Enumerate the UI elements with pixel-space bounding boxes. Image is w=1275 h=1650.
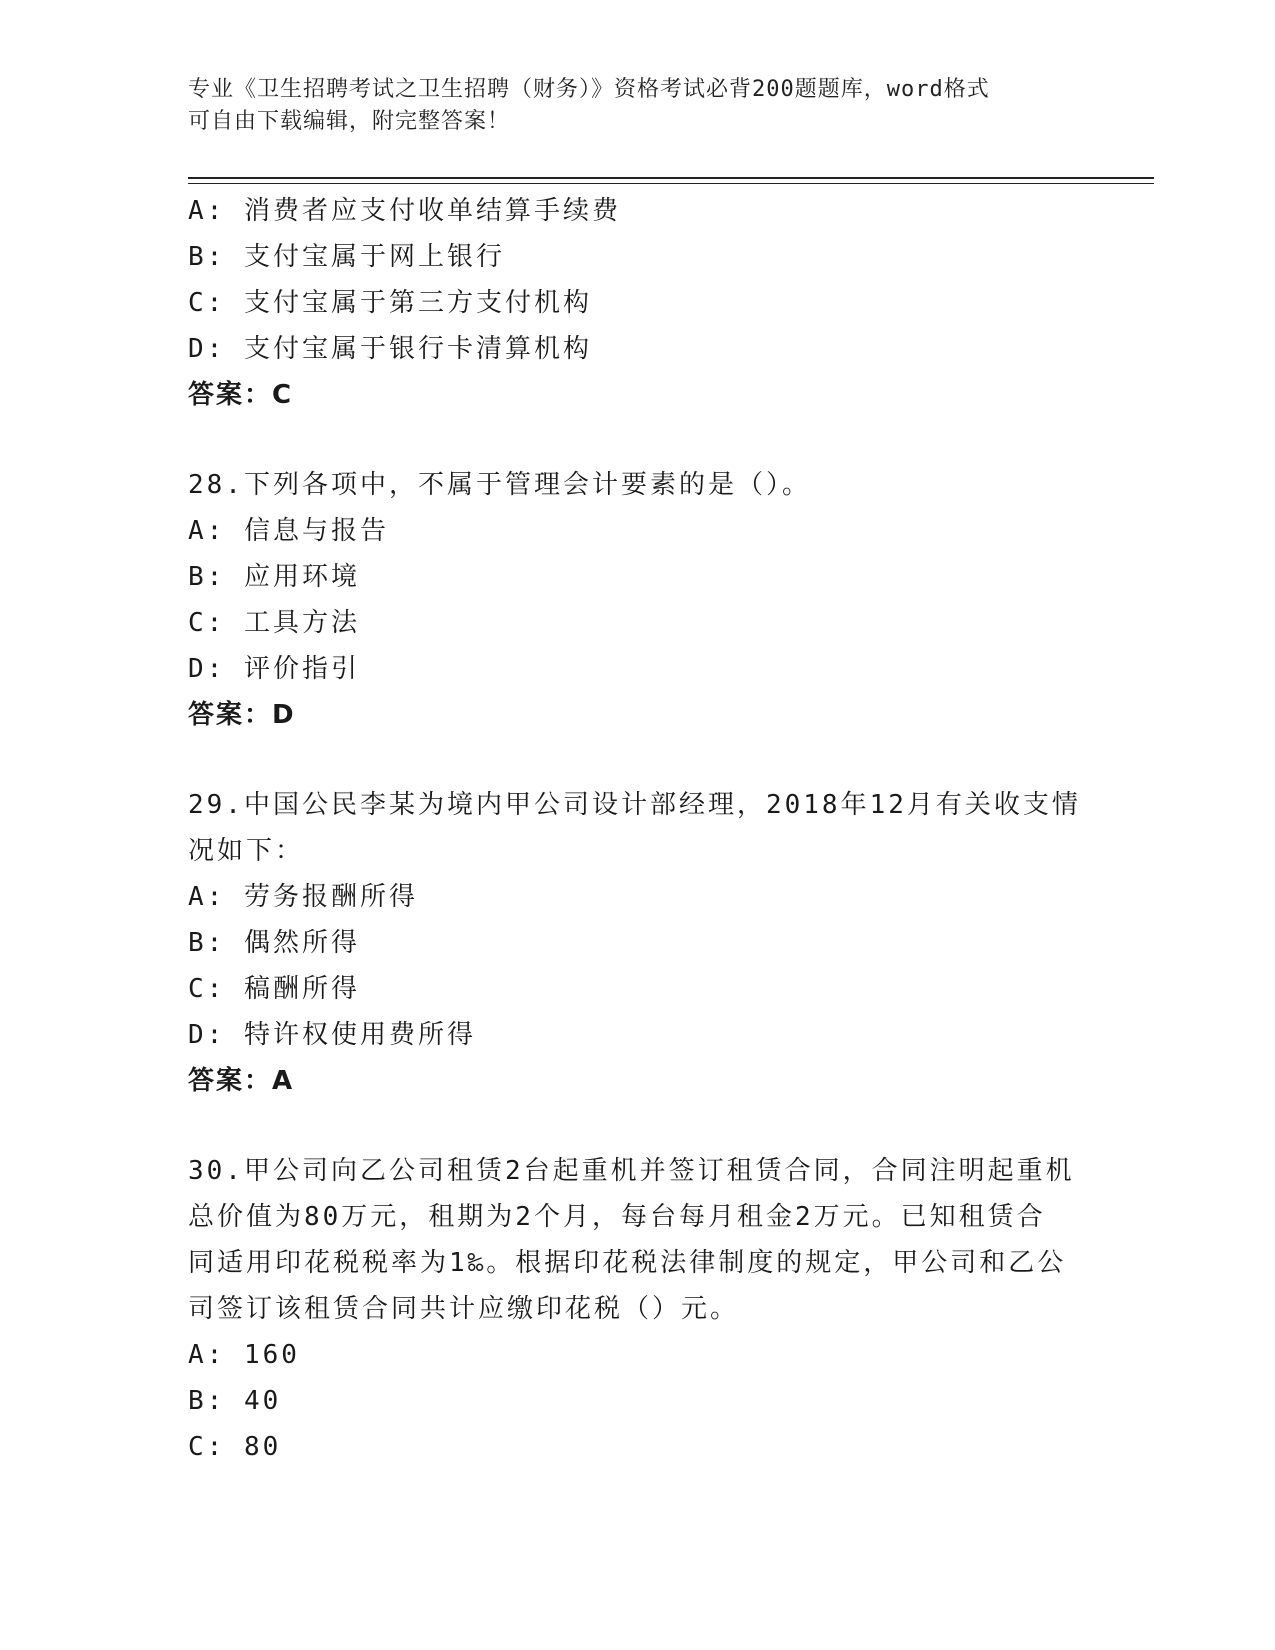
question-28 xyxy=(188,462,1088,738)
header-title-line-1: 专业《卫生招聘考试之卫生招聘（财务）》资格考试必背200题题库，word格式 xyxy=(188,77,990,102)
option-d: D: 特许权使用费所得 xyxy=(188,1020,476,1050)
option-c: C: 工具方法 xyxy=(188,608,360,638)
question-30 xyxy=(188,1148,1088,1470)
question-stem: 况如下： xyxy=(188,836,305,866)
spacer xyxy=(188,738,1088,782)
option-c: C: 支付宝属于第三方支付机构 xyxy=(188,288,592,318)
option-b: B: 40 xyxy=(188,1386,282,1416)
question-stem: 同适用印花税税率为1‰。根据印花税法律制度的规定，甲公司和乙公 xyxy=(188,1248,1067,1278)
option-b: B: 应用环境 xyxy=(188,562,360,592)
option-a: A: 劳务报酬所得 xyxy=(188,882,418,912)
header-divider-thick xyxy=(188,177,1154,179)
option-a: A: 信息与报告 xyxy=(188,516,389,546)
option-d: D: 支付宝属于银行卡清算机构 xyxy=(188,334,592,364)
question-stem: 29.中国公民李某为境内甲公司设计部经理，2018年12月有关收支情 xyxy=(188,790,1081,820)
answer-line: 答案：D xyxy=(188,700,296,730)
option-a: A: 消费者应支付收单结算手续费 xyxy=(188,196,621,226)
option-c: C: 稿酬所得 xyxy=(188,974,360,1004)
option-d: D: 评价指引 xyxy=(188,654,360,684)
header-divider-thin xyxy=(188,183,1154,184)
question-29 xyxy=(188,782,1088,1104)
question-stem: 28.下列各项中，不属于管理会计要素的是（）。 xyxy=(188,470,811,500)
question-stem: 30.甲公司向乙公司租赁2台起重机并签订租赁合同，合同注明起重机 xyxy=(188,1156,1075,1186)
option-b: B: 支付宝属于网上银行 xyxy=(188,242,505,272)
question-list xyxy=(188,188,1088,1470)
spacer xyxy=(188,418,1088,462)
answer-line: 答案：A xyxy=(188,1066,295,1096)
option-b: B: 偶然所得 xyxy=(188,928,360,958)
spacer xyxy=(188,1104,1088,1148)
option-a: A: 160 xyxy=(188,1340,300,1370)
answer-line: 答案：C xyxy=(188,380,294,410)
question-27-continuation xyxy=(188,188,1088,418)
document-header xyxy=(188,74,1068,138)
question-stem: 司签订该租赁合同共计应缴印花税（）元。 xyxy=(188,1294,740,1324)
option-c: C: 80 xyxy=(188,1432,282,1462)
header-title-line-2: 可自由下载编辑，附完整答案！ xyxy=(188,109,511,134)
question-stem: 总价值为80万元，租期为2个月，每台每月租金2万元。已知租赁合 xyxy=(188,1202,1046,1232)
